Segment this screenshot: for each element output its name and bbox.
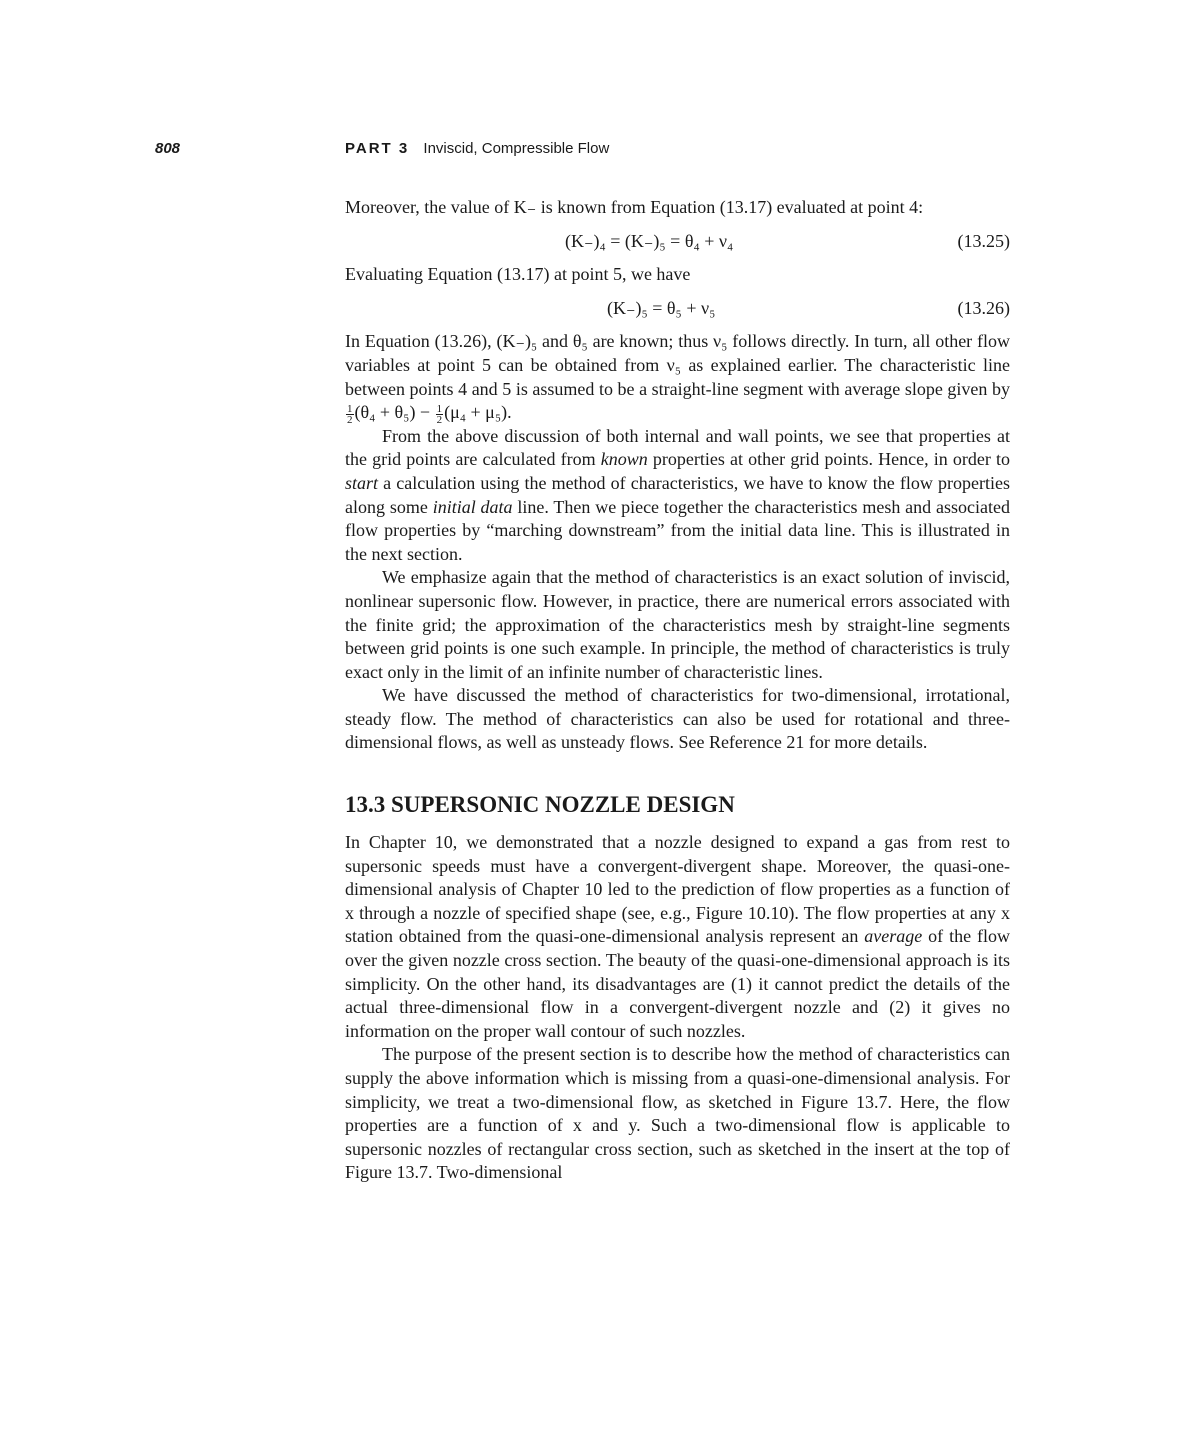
paragraph [345,330,1010,424]
inline-formula: (θ₄ + θ₅) − [354,402,435,423]
paragraph: The purpose of the present section is to describe how the method of characteristics can supply the above information which is missing from a quasi-one-dimensional analysis. For simplicity, we treat a two-dimensional flow, as sketched in Figure 13.7. Here, the flow properties are a function of x and y. Such a two-dimensional flow is applicable to supersonic nozzles of rectangular cross section, such as sketched in the insert at the top of Figure 13.7. Two-dimensional [345,1044,1010,1183]
fraction-one-half [436,404,444,425]
equation-13-26 [345,297,1010,321]
equation-number: (13.25) [957,230,1010,251]
emphasis-start: start [345,472,379,493]
paragraph-text: a calculation using the method of characteristics, we have to know the flow properties along some [345,472,1010,517]
paragraph-text: line. Then we piece together the characteristics mesh and associated flow properties by “marching downstream” from the initial data line. This is illustrated in the next section. [345,496,1010,564]
fraction-numerator: 1 [347,402,353,415]
part-title: Inviscid, Compressible Flow [423,140,610,157]
equation-body: (K₋)₅ = θ₅ + ν₅ [607,297,716,318]
page-number: 808 [155,140,181,157]
running-head [345,140,609,157]
fraction-denominator: 2 [436,413,443,426]
paragraph-text: In Equation (13.26), (K₋)₅ and θ₅ are known; thus ν₅ follows directly. In turn, all other flow variables at point 5 can be obtained from ν₅ as explained earlier. The characteristic line between points 4 and 5 is assumed to be a straight-line segment with average slope given by [345,331,1010,399]
inline-formula: (μ₄ + μ₅). [444,402,512,423]
fraction-numerator: 1 [436,402,443,415]
paragraph-text: From the above discussion of both internal and wall points, we see that properties at the grid points are calculated from [345,425,1010,470]
page-body [345,196,1010,1185]
emphasis-average: average [864,926,923,947]
paragraph: Evaluating Equation (13.17) at point 5, we have [345,264,691,285]
part-label: PART 3 [345,140,410,157]
section-heading: 13.3 SUPERSONIC NOZZLE DESIGN [345,792,735,818]
equation-number: (13.26) [957,297,1010,318]
emphasis-initial-data: initial data [432,496,513,517]
paragraph [345,831,1010,1043]
equation-body: (K₋)₄ = (K₋)₅ = θ₄ + ν₄ [565,230,734,251]
paragraph-text: In Chapter 10, we demonstrated that a nozzle designed to expand a gas from rest to supersonic speeds must have a convergent-divergent shape. Moreover, the quasi-one-dimensional analysis of Chapter 10 led to the prediction of flow properties as a function of x through a nozzle of specified shape (see, e.g., Figure 10.10). The flow properties at any x station obtained from the quasi-one-dimensional analysis represent an [345,832,1010,947]
paragraph: We have discussed the method of characteristics for two-dimensional, irrotational, steady flow. The method of characteristics can also be used for rotational and three-dimensional flows, as well as unsteady flows. See Reference 21 for more details. [345,685,1010,753]
fraction-one-half [346,404,354,425]
emphasis-known: known [600,449,648,470]
paragraph-text: properties at other grid points. Hence, in order to [647,449,1010,470]
paragraph: We emphasize again that the method of characteristics is an exact solution of inviscid, nonlinear supersonic flow. However, in practice, there are numerical errors associated with the finite grid; the approximation of the characteristics mesh by straight-line segments between grid points is one such example. In principle, the method of characteristics is truly exact only in the limit of an infinite number of characteristic lines. [345,567,1010,682]
equation-13-25 [345,230,1010,254]
paragraph [345,425,1010,567]
fraction-denominator: 2 [347,413,353,426]
paragraph-text: of the flow over the given nozzle cross section. The beauty of the quasi-one-dimensional approach is its simplicity. On the other hand, its disadvantages are (1) it cannot predict the details of the actual three-dimensional flow in a convergent-divergent nozzle and (2) it gives no information on the proper wall contour of such nozzles. [345,926,1011,1041]
paragraph: Moreover, the value of K₋ is known from Equation (13.17) evaluated at point 4: [345,197,924,217]
